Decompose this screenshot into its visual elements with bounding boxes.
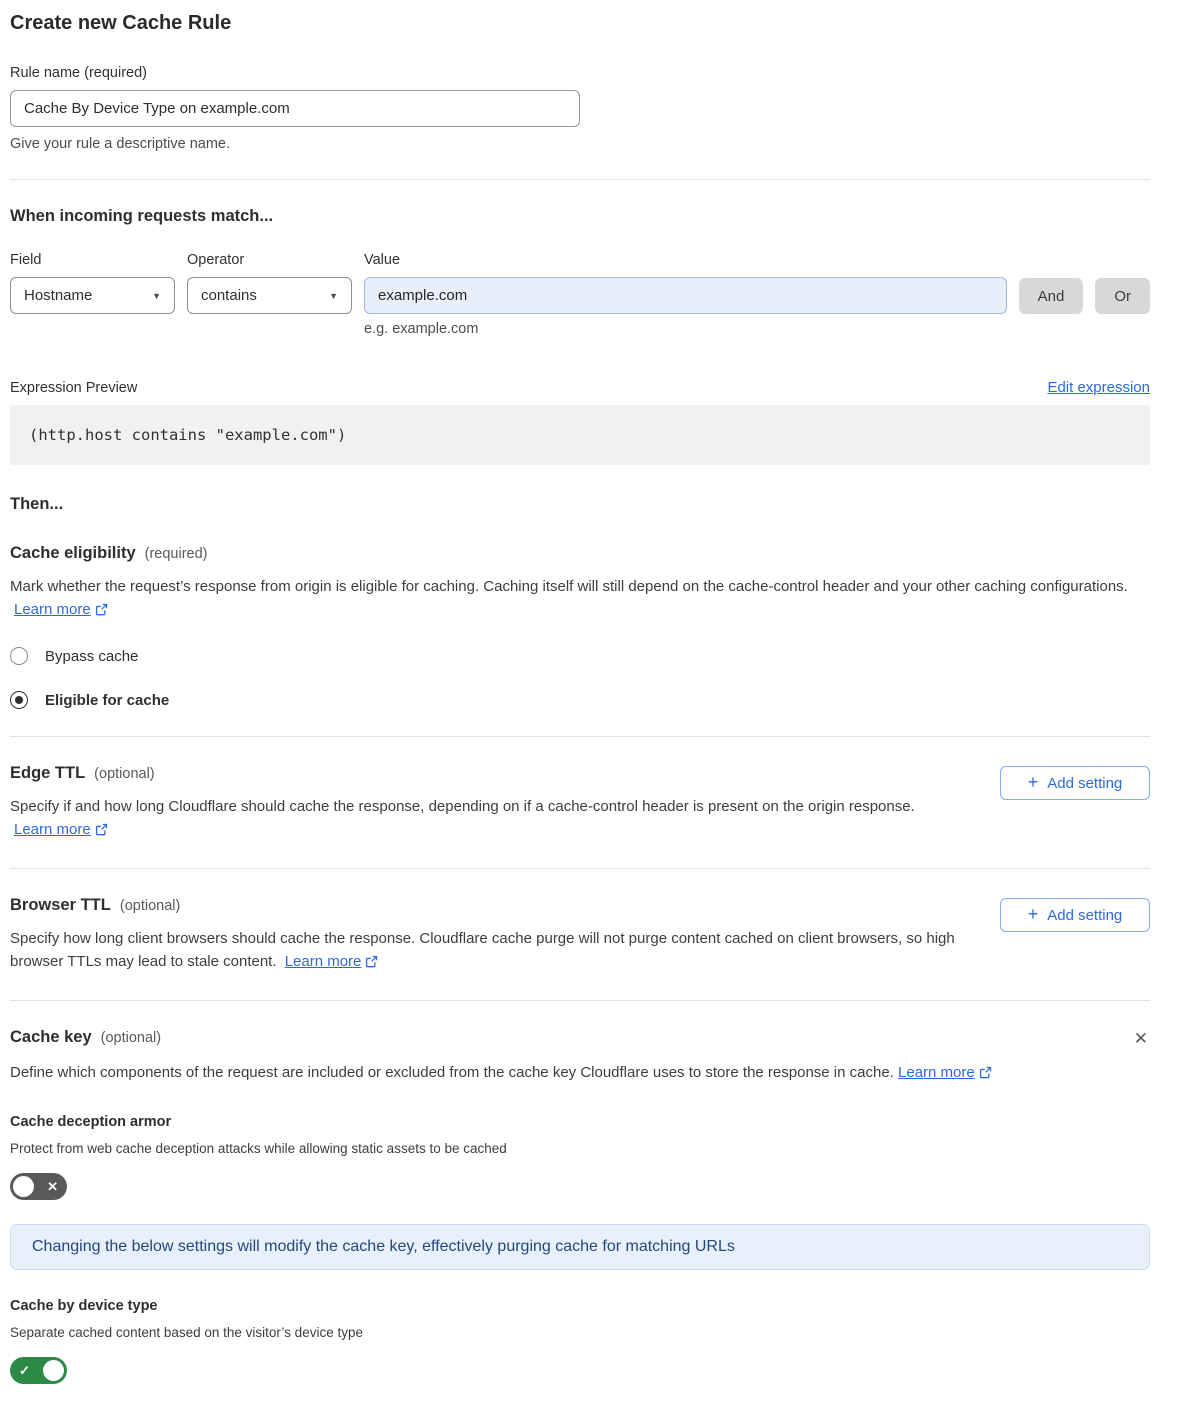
match-condition-row xyxy=(10,252,1150,314)
browser-ttl-description xyxy=(10,927,960,973)
and-button[interactable]: And xyxy=(1019,278,1084,314)
cache-deception-armor-toggle[interactable] xyxy=(10,1173,67,1200)
toggle-on-check-icon: ✓ xyxy=(19,1363,30,1378)
learn-more-label: Learn more xyxy=(898,1064,975,1081)
external-link-icon xyxy=(95,823,108,836)
divider xyxy=(10,868,1150,869)
cache-key-title-row xyxy=(10,1028,1150,1049)
browser-ttl-add-setting-button[interactable] xyxy=(1000,898,1150,932)
optional-tag: (optional) xyxy=(100,1030,162,1046)
learn-more-label: Learn more xyxy=(14,601,91,618)
field-label: Field xyxy=(10,252,42,268)
field-select[interactable] xyxy=(10,277,175,314)
value-column xyxy=(364,252,1007,314)
optional-tag: (optional) xyxy=(119,898,181,914)
edge-ttl-description xyxy=(10,795,960,841)
cache-key-description xyxy=(10,1061,1000,1084)
cache-key-info-banner: Changing the below settings will modify the cache key, effectively purging cache for matching URLs xyxy=(10,1224,1150,1270)
browser-ttl-content xyxy=(10,896,960,973)
cache-key-description-text: Define which components of the request are included or excluded from the cache key Cloudflare uses to store the response in cache. xyxy=(10,1064,894,1081)
expression-preview-label: Expression Preview xyxy=(10,380,138,396)
divider xyxy=(10,1000,1150,1001)
radio-label: Bypass cache xyxy=(45,647,139,665)
cache-by-device-type-title: Cache by device type xyxy=(10,1298,158,1314)
browser-ttl-description-text: Specify how long client browsers should cache the response. Cloudflare cache purge will not purge content cached on client browsers, so high browser TTLs may lead to stale content. xyxy=(10,930,955,970)
cache-eligibility-learn-more-link[interactable] xyxy=(14,601,108,618)
cache-deception-armor-description: Protect from web cache deception attacks while allowing static assets to be cached xyxy=(10,1141,507,1156)
external-link-icon xyxy=(365,955,378,968)
edge-ttl-add-setting-button[interactable] xyxy=(1000,766,1150,800)
external-link-icon xyxy=(95,603,108,616)
or-button[interactable]: Or xyxy=(1095,278,1150,314)
required-tag: (required) xyxy=(144,546,208,562)
cache-eligibility-description-text: Mark whether the request’s response from origin is eligible for caching. Caching itself will still depend on the cache-control header and your other caching configurations. xyxy=(10,578,1128,595)
toggle-knob xyxy=(43,1360,64,1381)
field-select-value: Hostname xyxy=(24,287,93,304)
rule-name-label: Rule name (required) xyxy=(10,65,148,81)
cache-key-section xyxy=(10,1028,1150,1384)
external-link-icon xyxy=(979,1066,992,1079)
edit-expression-link[interactable]: Edit expression xyxy=(1047,379,1150,396)
edge-ttl-section xyxy=(10,764,1150,841)
optional-tag: (optional) xyxy=(94,766,155,782)
chevron-down-icon: ▼ xyxy=(329,290,338,301)
expression-preview-header xyxy=(10,379,1150,396)
toggle-knob xyxy=(13,1176,34,1197)
rule-name-help: Give your rule a descriptive name. xyxy=(10,136,231,152)
cache-by-device-type-block xyxy=(10,1298,1150,1384)
cache-eligibility-section xyxy=(10,544,1150,709)
cache-eligibility-description xyxy=(10,575,1150,621)
cache-key-learn-more-link[interactable] xyxy=(898,1064,992,1081)
learn-more-label: Learn more xyxy=(14,821,91,838)
cache-deception-armor-title: Cache deception armor xyxy=(10,1114,172,1130)
edge-ttl-description-text: Specify if and how long Cloudflare should cache the response, depending on if a cache-control header is present on the origin response. xyxy=(10,798,915,815)
add-setting-label: Add setting xyxy=(1047,906,1123,924)
radio-icon xyxy=(10,647,28,665)
radio-icon xyxy=(10,691,28,709)
radio-eligible-for-cache[interactable] xyxy=(10,691,169,709)
cache-eligibility-title: Cache eligibility xyxy=(10,544,136,562)
divider xyxy=(10,179,1150,180)
add-setting-label: Add setting xyxy=(1047,774,1123,792)
rule-name-input[interactable] xyxy=(10,90,580,127)
operator-label: Operator xyxy=(187,252,245,268)
value-input[interactable] xyxy=(364,277,1007,314)
plus-icon: + xyxy=(1027,904,1039,924)
value-help: e.g. example.com xyxy=(364,321,479,337)
cache-by-device-type-description: Separate cached content based on the visitor’s device type xyxy=(10,1325,363,1340)
then-heading: Then... xyxy=(10,495,64,513)
radio-label: Eligible for cache xyxy=(45,691,170,709)
learn-more-label: Learn more xyxy=(284,953,362,970)
page-title: Create new Cache Rule xyxy=(10,12,232,34)
edge-ttl-title: Edge TTL xyxy=(10,764,86,782)
browser-ttl-title: Browser TTL xyxy=(10,896,111,914)
radio-bypass-cache[interactable] xyxy=(10,647,138,665)
operator-select-value: contains xyxy=(201,287,257,304)
close-icon[interactable]: ✕ xyxy=(1133,1029,1148,1048)
value-label: Value xyxy=(364,252,401,268)
expression-code: (http.host contains "example.com") xyxy=(10,405,1150,465)
operator-select[interactable] xyxy=(187,277,352,314)
toggle-off-x-icon: ✕ xyxy=(47,1179,58,1194)
cache-deception-armor-block xyxy=(10,1114,1150,1200)
browser-ttl-section xyxy=(10,896,1150,973)
match-section-heading: When incoming requests match... xyxy=(10,207,274,225)
divider xyxy=(10,736,1150,737)
operator-column xyxy=(187,252,352,314)
edge-ttl-content xyxy=(10,764,960,841)
plus-icon: + xyxy=(1027,772,1039,792)
cache-key-title: Cache key xyxy=(10,1028,92,1046)
edge-ttl-learn-more-link[interactable] xyxy=(14,821,108,838)
cache-eligibility-title-row xyxy=(10,544,1150,563)
field-column xyxy=(10,252,175,314)
cache-by-device-type-toggle[interactable] xyxy=(10,1357,67,1384)
chevron-down-icon: ▼ xyxy=(152,290,161,301)
rule-name-section xyxy=(10,65,1150,152)
browser-ttl-learn-more-link[interactable] xyxy=(285,953,379,970)
